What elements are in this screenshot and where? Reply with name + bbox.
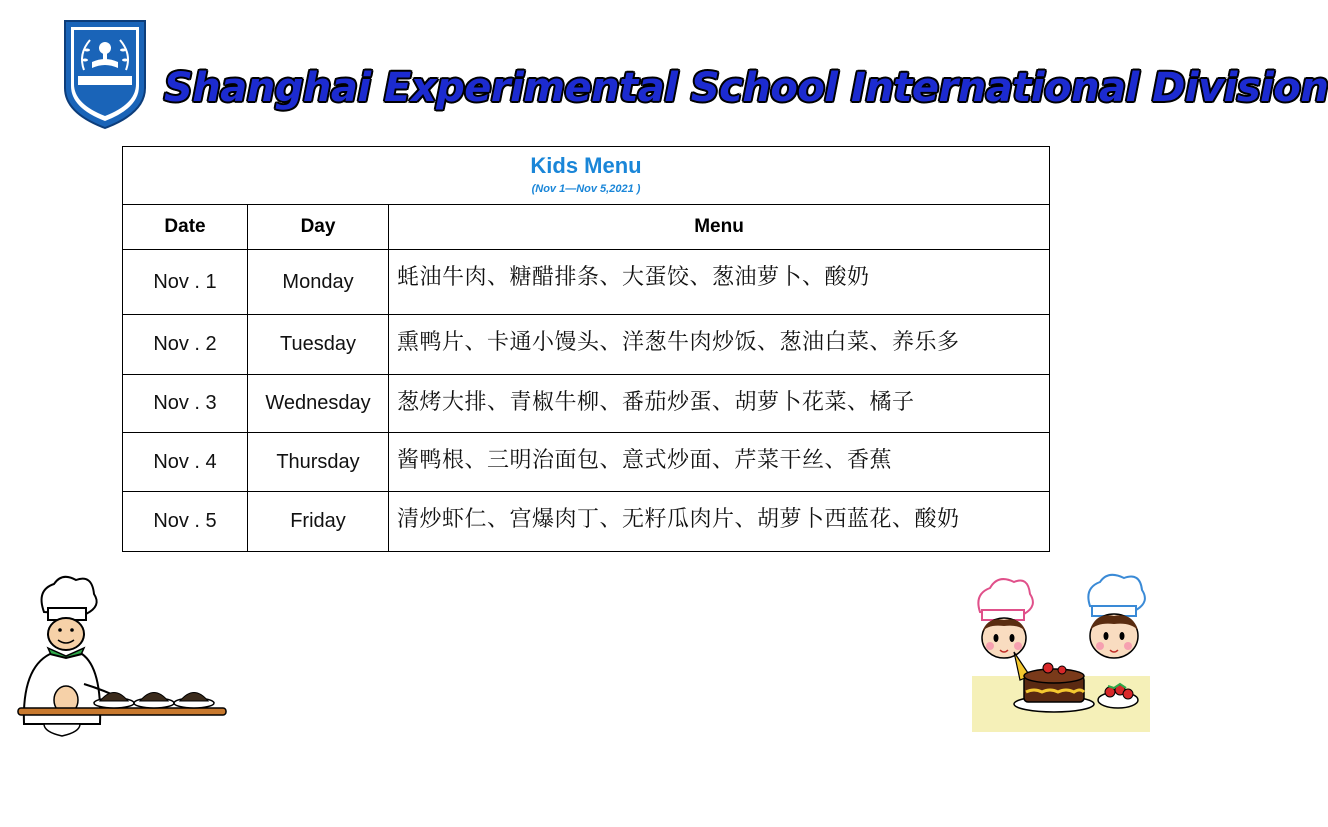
day-cell: Friday: [248, 492, 389, 552]
column-header-menu: Menu: [389, 205, 1050, 250]
day-cell: Monday: [248, 250, 389, 315]
date-cell: Nov . 4: [123, 433, 248, 492]
column-header-date: Date: [123, 205, 248, 250]
day-cell: Thursday: [248, 433, 389, 492]
menu-title-row: [123, 147, 1050, 205]
table-row: [123, 315, 1050, 375]
column-header-day: Day: [248, 205, 389, 250]
dishes-cell: 熏鸭片、卡通小馒头、洋葱牛肉炒饭、葱油白菜、养乐多: [389, 315, 1050, 375]
table-row: [123, 492, 1050, 552]
school-crest-icon: [62, 18, 148, 130]
column-header-row: [123, 205, 1050, 250]
dishes-cell: 蚝油牛肉、糖醋排条、大蛋饺、葱油萝卜、酸奶: [389, 250, 1050, 315]
school-name: Shanghai Experimental School International Division: [164, 65, 1328, 111]
dishes-cell: 清炒虾仁、宫爆肉丁、无籽瓜肉片、胡萝卜西蓝花、酸奶: [389, 492, 1050, 552]
school-logo: [62, 18, 148, 130]
menu-title-cell: [123, 147, 1050, 205]
chef-with-dishes-illustration: [14, 572, 230, 738]
menu-date-range: (Nov 1—Nov 5,2021 ): [531, 183, 641, 195]
date-cell: Nov . 2: [123, 315, 248, 375]
table-row: [123, 375, 1050, 433]
dishes-cell: 葱烤大排、青椒牛柳、番茄炒蛋、胡萝卜花菜、橘子: [389, 375, 1050, 433]
table-row: [123, 433, 1050, 492]
date-cell: Nov . 1: [123, 250, 248, 315]
table-row: [123, 250, 1050, 315]
menu-title: Kids Menu: [530, 153, 642, 178]
kids-menu-table: [122, 146, 1050, 552]
day-cell: Wednesday: [248, 375, 389, 433]
date-cell: Nov . 5: [123, 492, 248, 552]
day-cell: Tuesday: [248, 315, 389, 375]
dishes-cell: 酱鸭根、三明治面包、意式炒面、芹菜干丝、香蕉: [389, 433, 1050, 492]
kids-decorating-cake-illustration: [968, 572, 1154, 734]
date-cell: Nov . 3: [123, 375, 248, 433]
